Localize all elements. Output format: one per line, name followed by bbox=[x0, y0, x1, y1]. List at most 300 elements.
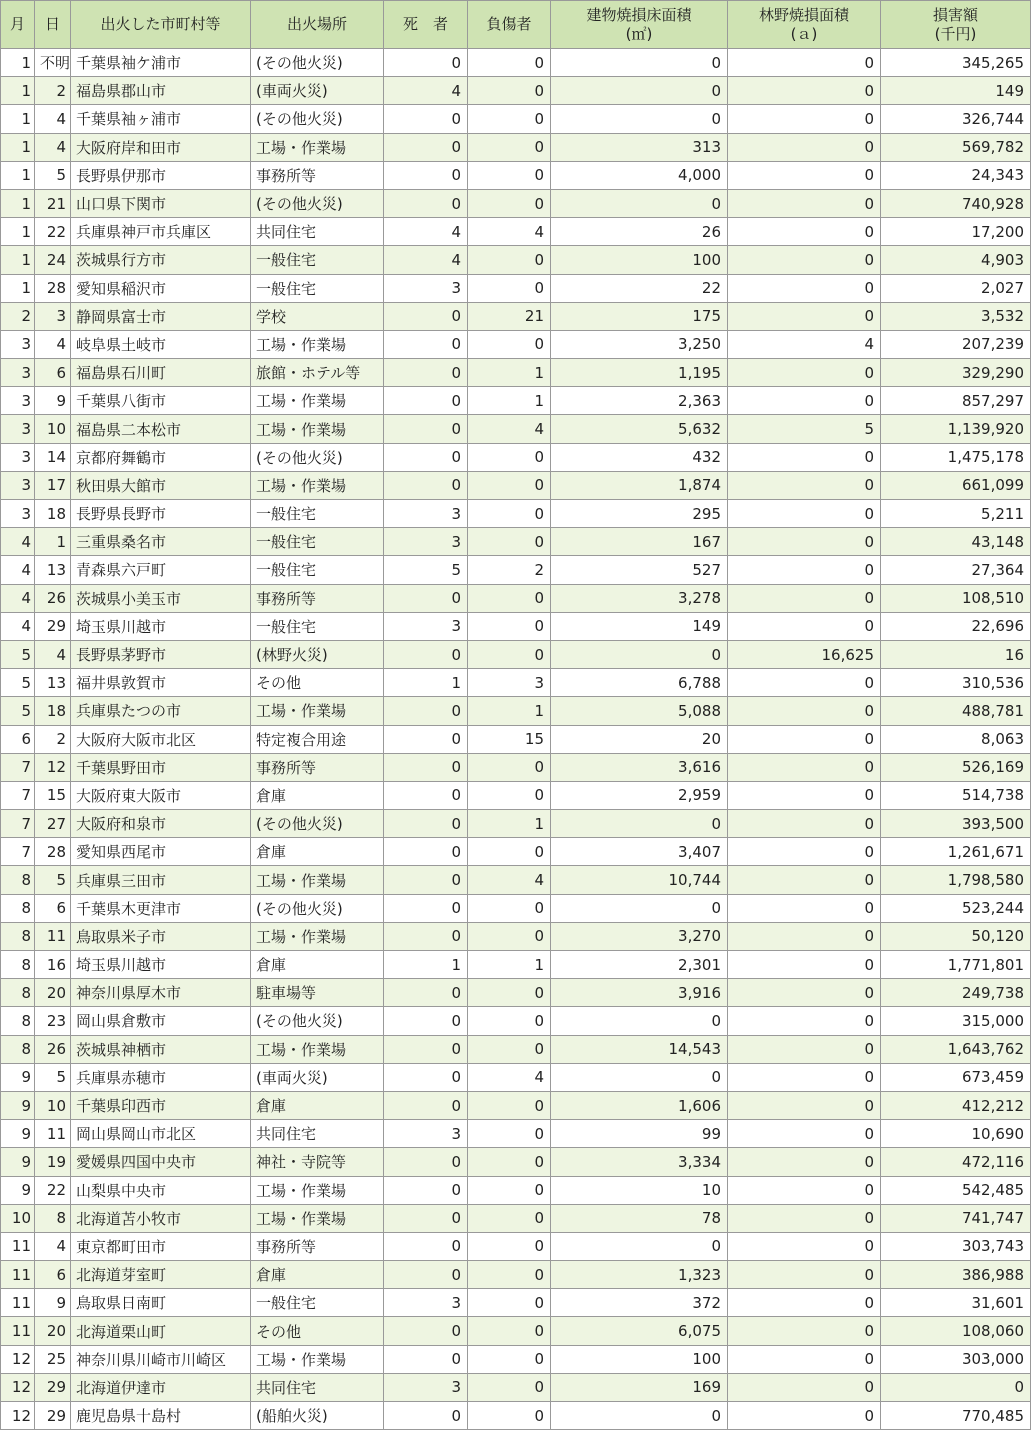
cell-forest-area: 0 bbox=[728, 697, 881, 725]
cell-place: 工場・作業場 bbox=[251, 133, 384, 161]
cell-building-area: 0 bbox=[551, 640, 728, 668]
cell-forest-area: 0 bbox=[728, 302, 881, 330]
cell-month: 11 bbox=[1, 1232, 35, 1260]
cell-city: 東京都町田市 bbox=[71, 1232, 251, 1260]
cell-injured: 15 bbox=[468, 725, 551, 753]
cell-forest-area: 0 bbox=[728, 500, 881, 528]
table-row bbox=[1, 218, 1031, 246]
cell-month: 3 bbox=[1, 443, 35, 471]
cell-place: 工場・作業場 bbox=[251, 471, 384, 499]
cell-injured: 0 bbox=[468, 781, 551, 809]
cell-day: 13 bbox=[35, 556, 71, 584]
cell-city: 長野県伊那市 bbox=[71, 161, 251, 189]
cell-place: (その他火災) bbox=[251, 443, 384, 471]
table-row bbox=[1, 951, 1031, 979]
cell-forest-area: 0 bbox=[728, 528, 881, 556]
cell-building-area: 313 bbox=[551, 133, 728, 161]
cell-building-area: 295 bbox=[551, 500, 728, 528]
cell-injured: 0 bbox=[468, 500, 551, 528]
cell-injured: 0 bbox=[468, 1204, 551, 1232]
cell-injured: 0 bbox=[468, 528, 551, 556]
cell-day: 5 bbox=[35, 866, 71, 894]
cell-damage: 523,244 bbox=[881, 894, 1031, 922]
cell-place: 倉庫 bbox=[251, 951, 384, 979]
cell-day: 26 bbox=[35, 584, 71, 612]
cell-forest-area: 0 bbox=[728, 1261, 881, 1289]
cell-building-area: 100 bbox=[551, 1345, 728, 1373]
cell-injured: 4 bbox=[468, 218, 551, 246]
cell-building-area: 0 bbox=[551, 1063, 728, 1091]
cell-damage: 2,027 bbox=[881, 274, 1031, 302]
table-row bbox=[1, 105, 1031, 133]
cell-building-area: 372 bbox=[551, 1289, 728, 1317]
cell-injured: 0 bbox=[468, 1007, 551, 1035]
cell-building-area: 22 bbox=[551, 274, 728, 302]
cell-damage: 22,696 bbox=[881, 612, 1031, 640]
cell-month: 7 bbox=[1, 753, 35, 781]
cell-month: 9 bbox=[1, 1148, 35, 1176]
cell-injured: 0 bbox=[468, 894, 551, 922]
cell-injured: 1 bbox=[468, 697, 551, 725]
cell-month: 3 bbox=[1, 330, 35, 358]
table-body bbox=[1, 49, 1031, 1430]
cell-injured: 1 bbox=[468, 951, 551, 979]
cell-damage: 1,475,178 bbox=[881, 443, 1031, 471]
cell-damage: 386,988 bbox=[881, 1261, 1031, 1289]
cell-day: 18 bbox=[35, 500, 71, 528]
cell-injured: 0 bbox=[468, 1176, 551, 1204]
header-forest-area bbox=[728, 1, 881, 49]
cell-forest-area: 0 bbox=[728, 1204, 881, 1232]
cell-city: 北海道伊達市 bbox=[71, 1373, 251, 1401]
cell-forest-area: 0 bbox=[728, 979, 881, 1007]
cell-deaths: 4 bbox=[384, 246, 468, 274]
cell-building-area: 0 bbox=[551, 77, 728, 105]
cell-injured: 0 bbox=[468, 1373, 551, 1401]
cell-forest-area: 0 bbox=[728, 1232, 881, 1260]
cell-forest-area: 0 bbox=[728, 218, 881, 246]
cell-damage: 149 bbox=[881, 77, 1031, 105]
cell-deaths: 0 bbox=[384, 330, 468, 358]
cell-city: 鳥取県日南町 bbox=[71, 1289, 251, 1317]
cell-deaths: 0 bbox=[384, 189, 468, 217]
cell-place: 一般住宅 bbox=[251, 612, 384, 640]
cell-damage: 472,116 bbox=[881, 1148, 1031, 1176]
cell-month: 3 bbox=[1, 359, 35, 387]
table-row bbox=[1, 725, 1031, 753]
cell-day: 15 bbox=[35, 781, 71, 809]
cell-month: 7 bbox=[1, 838, 35, 866]
cell-month: 8 bbox=[1, 1007, 35, 1035]
cell-day: 11 bbox=[35, 922, 71, 950]
cell-deaths: 0 bbox=[384, 105, 468, 133]
cell-place: 事務所等 bbox=[251, 161, 384, 189]
cell-place: 工場・作業場 bbox=[251, 1345, 384, 1373]
cell-damage: 770,485 bbox=[881, 1402, 1031, 1430]
cell-place: 学校 bbox=[251, 302, 384, 330]
cell-month: 5 bbox=[1, 697, 35, 725]
cell-month: 1 bbox=[1, 49, 35, 77]
cell-forest-area: 0 bbox=[728, 866, 881, 894]
cell-damage: 488,781 bbox=[881, 697, 1031, 725]
cell-month: 9 bbox=[1, 1063, 35, 1091]
cell-deaths: 0 bbox=[384, 753, 468, 781]
cell-forest-area: 0 bbox=[728, 1148, 881, 1176]
table-row bbox=[1, 1373, 1031, 1401]
cell-injured: 0 bbox=[468, 979, 551, 1007]
cell-place: 倉庫 bbox=[251, 1261, 384, 1289]
cell-day: 25 bbox=[35, 1345, 71, 1373]
cell-deaths: 0 bbox=[384, 1261, 468, 1289]
cell-place: 工場・作業場 bbox=[251, 330, 384, 358]
cell-deaths: 3 bbox=[384, 612, 468, 640]
cell-month: 11 bbox=[1, 1289, 35, 1317]
cell-city: 茨城県神栖市 bbox=[71, 1035, 251, 1063]
cell-month: 8 bbox=[1, 979, 35, 1007]
cell-injured: 0 bbox=[468, 612, 551, 640]
cell-forest-area: 0 bbox=[728, 443, 881, 471]
header-forest-area-label: 林野焼損面積 bbox=[758, 5, 849, 24]
table-row bbox=[1, 640, 1031, 668]
cell-deaths: 0 bbox=[384, 866, 468, 894]
table-row bbox=[1, 528, 1031, 556]
cell-damage: 1,643,762 bbox=[881, 1035, 1031, 1063]
cell-place: 倉庫 bbox=[251, 781, 384, 809]
cell-day: 10 bbox=[35, 1091, 71, 1119]
cell-injured: 0 bbox=[468, 161, 551, 189]
cell-place: 共同住宅 bbox=[251, 218, 384, 246]
table-row bbox=[1, 894, 1031, 922]
cell-injured: 0 bbox=[468, 133, 551, 161]
cell-building-area: 26 bbox=[551, 218, 728, 246]
cell-city: 京都府舞鶴市 bbox=[71, 443, 251, 471]
cell-damage: 740,928 bbox=[881, 189, 1031, 217]
cell-city: 大阪府大阪市北区 bbox=[71, 725, 251, 753]
cell-month: 7 bbox=[1, 781, 35, 809]
cell-deaths: 0 bbox=[384, 443, 468, 471]
cell-forest-area: 0 bbox=[728, 246, 881, 274]
cell-city: 大阪府岸和田市 bbox=[71, 133, 251, 161]
cell-damage: 526,169 bbox=[881, 753, 1031, 781]
cell-city: 山口県下関市 bbox=[71, 189, 251, 217]
cell-day: 4 bbox=[35, 1232, 71, 1260]
cell-forest-area: 0 bbox=[728, 471, 881, 499]
cell-forest-area: 0 bbox=[728, 49, 881, 77]
cell-injured: 2 bbox=[468, 556, 551, 584]
cell-month: 8 bbox=[1, 951, 35, 979]
cell-building-area: 432 bbox=[551, 443, 728, 471]
cell-damage: 108,510 bbox=[881, 584, 1031, 612]
cell-city: 大阪府和泉市 bbox=[71, 810, 251, 838]
cell-forest-area: 0 bbox=[728, 274, 881, 302]
cell-deaths: 0 bbox=[384, 415, 468, 443]
cell-deaths: 0 bbox=[384, 640, 468, 668]
table-row bbox=[1, 415, 1031, 443]
cell-damage: 207,239 bbox=[881, 330, 1031, 358]
cell-month: 12 bbox=[1, 1402, 35, 1430]
cell-forest-area: 0 bbox=[728, 1120, 881, 1148]
cell-building-area: 169 bbox=[551, 1373, 728, 1401]
cell-forest-area: 0 bbox=[728, 612, 881, 640]
cell-day: 4 bbox=[35, 133, 71, 161]
cell-damage: 17,200 bbox=[881, 218, 1031, 246]
cell-city: 秋田県大館市 bbox=[71, 471, 251, 499]
cell-place: (その他火災) bbox=[251, 49, 384, 77]
cell-month: 1 bbox=[1, 105, 35, 133]
cell-day: 6 bbox=[35, 894, 71, 922]
cell-month: 7 bbox=[1, 810, 35, 838]
cell-building-area: 3,270 bbox=[551, 922, 728, 950]
cell-city: 福井県敦賀市 bbox=[71, 669, 251, 697]
cell-injured: 0 bbox=[468, 1402, 551, 1430]
cell-damage: 27,364 bbox=[881, 556, 1031, 584]
cell-forest-area: 0 bbox=[728, 1373, 881, 1401]
cell-forest-area: 0 bbox=[728, 133, 881, 161]
table-row bbox=[1, 1035, 1031, 1063]
cell-month: 1 bbox=[1, 133, 35, 161]
cell-city: 鳥取県米子市 bbox=[71, 922, 251, 950]
cell-building-area: 100 bbox=[551, 246, 728, 274]
cell-deaths: 0 bbox=[384, 161, 468, 189]
header-building-area bbox=[551, 1, 728, 49]
cell-city: 千葉県野田市 bbox=[71, 753, 251, 781]
header-injured: 負傷者 bbox=[468, 1, 551, 49]
table-row bbox=[1, 1091, 1031, 1119]
cell-injured: 0 bbox=[468, 246, 551, 274]
table-row bbox=[1, 443, 1031, 471]
cell-day: 17 bbox=[35, 471, 71, 499]
cell-deaths: 0 bbox=[384, 302, 468, 330]
cell-place: 工場・作業場 bbox=[251, 1176, 384, 1204]
cell-deaths: 0 bbox=[384, 1317, 468, 1345]
cell-forest-area: 5 bbox=[728, 415, 881, 443]
cell-place: 一般住宅 bbox=[251, 246, 384, 274]
cell-day: 1 bbox=[35, 528, 71, 556]
cell-month: 3 bbox=[1, 471, 35, 499]
cell-deaths: 0 bbox=[384, 697, 468, 725]
cell-day: 9 bbox=[35, 1289, 71, 1317]
cell-month: 8 bbox=[1, 1035, 35, 1063]
cell-city: 岡山県倉敷市 bbox=[71, 1007, 251, 1035]
cell-month: 11 bbox=[1, 1317, 35, 1345]
cell-month: 3 bbox=[1, 500, 35, 528]
table-row bbox=[1, 556, 1031, 584]
cell-injured: 0 bbox=[468, 1289, 551, 1317]
table-row bbox=[1, 838, 1031, 866]
table-row bbox=[1, 77, 1031, 105]
cell-month: 8 bbox=[1, 922, 35, 950]
cell-day: 3 bbox=[35, 302, 71, 330]
cell-city: 兵庫県たつの市 bbox=[71, 697, 251, 725]
cell-building-area: 2,959 bbox=[551, 781, 728, 809]
table-row bbox=[1, 810, 1031, 838]
cell-building-area: 5,088 bbox=[551, 697, 728, 725]
table-row bbox=[1, 387, 1031, 415]
cell-month: 1 bbox=[1, 161, 35, 189]
table-row bbox=[1, 1232, 1031, 1260]
table-row bbox=[1, 133, 1031, 161]
cell-place: 神社・寺院等 bbox=[251, 1148, 384, 1176]
cell-forest-area: 0 bbox=[728, 753, 881, 781]
header-building-area-unit: (㎡) bbox=[625, 24, 653, 43]
cell-deaths: 0 bbox=[384, 133, 468, 161]
table-row bbox=[1, 1261, 1031, 1289]
cell-building-area: 5,632 bbox=[551, 415, 728, 443]
cell-damage: 16 bbox=[881, 640, 1031, 668]
cell-damage: 3,532 bbox=[881, 302, 1031, 330]
cell-building-area: 167 bbox=[551, 528, 728, 556]
cell-day: 22 bbox=[35, 1176, 71, 1204]
cell-damage: 1,771,801 bbox=[881, 951, 1031, 979]
cell-building-area: 175 bbox=[551, 302, 728, 330]
cell-forest-area: 0 bbox=[728, 359, 881, 387]
cell-day: 5 bbox=[35, 161, 71, 189]
cell-injured: 4 bbox=[468, 866, 551, 894]
cell-deaths: 0 bbox=[384, 1035, 468, 1063]
cell-day: 4 bbox=[35, 105, 71, 133]
cell-month: 10 bbox=[1, 1204, 35, 1232]
cell-city: 愛知県西尾市 bbox=[71, 838, 251, 866]
table-row bbox=[1, 979, 1031, 1007]
cell-deaths: 0 bbox=[384, 1176, 468, 1204]
cell-building-area: 6,788 bbox=[551, 669, 728, 697]
cell-place: 工場・作業場 bbox=[251, 922, 384, 950]
cell-city: 三重県桑名市 bbox=[71, 528, 251, 556]
cell-damage: 50,120 bbox=[881, 922, 1031, 950]
cell-month: 9 bbox=[1, 1176, 35, 1204]
cell-injured: 0 bbox=[468, 443, 551, 471]
cell-place: (その他火災) bbox=[251, 105, 384, 133]
cell-building-area: 14,543 bbox=[551, 1035, 728, 1063]
cell-damage: 1,798,580 bbox=[881, 866, 1031, 894]
cell-place: (船舶火災) bbox=[251, 1402, 384, 1430]
cell-deaths: 1 bbox=[384, 669, 468, 697]
cell-building-area: 0 bbox=[551, 1402, 728, 1430]
header-city: 出火した市町村等 bbox=[71, 1, 251, 49]
cell-injured: 0 bbox=[468, 1345, 551, 1373]
cell-place: (車両火災) bbox=[251, 1063, 384, 1091]
table-row bbox=[1, 753, 1031, 781]
cell-building-area: 3,334 bbox=[551, 1148, 728, 1176]
cell-place: 共同住宅 bbox=[251, 1373, 384, 1401]
cell-injured: 0 bbox=[468, 838, 551, 866]
cell-day: 16 bbox=[35, 951, 71, 979]
cell-forest-area: 0 bbox=[728, 922, 881, 950]
cell-place: 一般住宅 bbox=[251, 1289, 384, 1317]
cell-city: 長野県茅野市 bbox=[71, 640, 251, 668]
cell-place: 一般住宅 bbox=[251, 528, 384, 556]
cell-building-area: 0 bbox=[551, 810, 728, 838]
cell-damage: 542,485 bbox=[881, 1176, 1031, 1204]
cell-building-area: 99 bbox=[551, 1120, 728, 1148]
cell-place: (その他火災) bbox=[251, 894, 384, 922]
table-row bbox=[1, 1204, 1031, 1232]
cell-deaths: 4 bbox=[384, 218, 468, 246]
cell-city: 兵庫県三田市 bbox=[71, 866, 251, 894]
cell-deaths: 3 bbox=[384, 528, 468, 556]
cell-injured: 1 bbox=[468, 387, 551, 415]
cell-deaths: 0 bbox=[384, 1204, 468, 1232]
cell-forest-area: 0 bbox=[728, 77, 881, 105]
cell-damage: 108,060 bbox=[881, 1317, 1031, 1345]
cell-city: 兵庫県神戸市兵庫区 bbox=[71, 218, 251, 246]
cell-building-area: 3,916 bbox=[551, 979, 728, 1007]
cell-forest-area: 0 bbox=[728, 1176, 881, 1204]
cell-city: 大阪府東大阪市 bbox=[71, 781, 251, 809]
cell-month: 3 bbox=[1, 415, 35, 443]
cell-deaths: 0 bbox=[384, 1148, 468, 1176]
cell-damage: 326,744 bbox=[881, 105, 1031, 133]
cell-building-area: 10,744 bbox=[551, 866, 728, 894]
cell-city: 鹿児島県十島村 bbox=[71, 1402, 251, 1430]
cell-building-area: 2,301 bbox=[551, 951, 728, 979]
table-row bbox=[1, 274, 1031, 302]
cell-injured: 0 bbox=[468, 1035, 551, 1063]
table-row bbox=[1, 866, 1031, 894]
cell-place: 特定複合用途 bbox=[251, 725, 384, 753]
cell-building-area: 4,000 bbox=[551, 161, 728, 189]
table-row bbox=[1, 612, 1031, 640]
cell-damage: 4,903 bbox=[881, 246, 1031, 274]
cell-place: (車両火災) bbox=[251, 77, 384, 105]
cell-deaths: 3 bbox=[384, 274, 468, 302]
cell-building-area: 1,606 bbox=[551, 1091, 728, 1119]
cell-damage: 303,743 bbox=[881, 1232, 1031, 1260]
cell-month: 6 bbox=[1, 725, 35, 753]
cell-place: 工場・作業場 bbox=[251, 697, 384, 725]
table-row bbox=[1, 330, 1031, 358]
cell-day: 28 bbox=[35, 274, 71, 302]
cell-deaths: 4 bbox=[384, 77, 468, 105]
table-row bbox=[1, 669, 1031, 697]
cell-day: 23 bbox=[35, 1007, 71, 1035]
cell-city: 千葉県八街市 bbox=[71, 387, 251, 415]
cell-month: 5 bbox=[1, 640, 35, 668]
table-row bbox=[1, 1402, 1031, 1430]
cell-deaths: 0 bbox=[384, 1345, 468, 1373]
cell-forest-area: 0 bbox=[728, 894, 881, 922]
cell-month: 4 bbox=[1, 556, 35, 584]
cell-injured: 0 bbox=[468, 640, 551, 668]
cell-day: 29 bbox=[35, 612, 71, 640]
cell-forest-area: 0 bbox=[728, 189, 881, 217]
cell-deaths: 3 bbox=[384, 1289, 468, 1317]
cell-injured: 0 bbox=[468, 189, 551, 217]
cell-forest-area: 0 bbox=[728, 584, 881, 612]
cell-city: 長野県長野市 bbox=[71, 500, 251, 528]
cell-injured: 0 bbox=[468, 471, 551, 499]
header-damage-label: 損害額 bbox=[932, 5, 978, 24]
cell-forest-area: 0 bbox=[728, 1317, 881, 1345]
cell-city: 茨城県小美玉市 bbox=[71, 584, 251, 612]
table-row bbox=[1, 302, 1031, 330]
cell-city: 北海道苫小牧市 bbox=[71, 1204, 251, 1232]
cell-forest-area: 0 bbox=[728, 781, 881, 809]
cell-month: 9 bbox=[1, 1120, 35, 1148]
cell-city: 福島県二本松市 bbox=[71, 415, 251, 443]
cell-forest-area: 0 bbox=[728, 1289, 881, 1317]
cell-deaths: 0 bbox=[384, 1007, 468, 1035]
cell-day: 9 bbox=[35, 387, 71, 415]
cell-month: 1 bbox=[1, 274, 35, 302]
cell-month: 5 bbox=[1, 669, 35, 697]
cell-month: 12 bbox=[1, 1345, 35, 1373]
cell-place: (その他火災) bbox=[251, 189, 384, 217]
cell-place: 事務所等 bbox=[251, 584, 384, 612]
cell-building-area: 3,250 bbox=[551, 330, 728, 358]
cell-forest-area: 0 bbox=[728, 1345, 881, 1373]
table-row bbox=[1, 781, 1031, 809]
